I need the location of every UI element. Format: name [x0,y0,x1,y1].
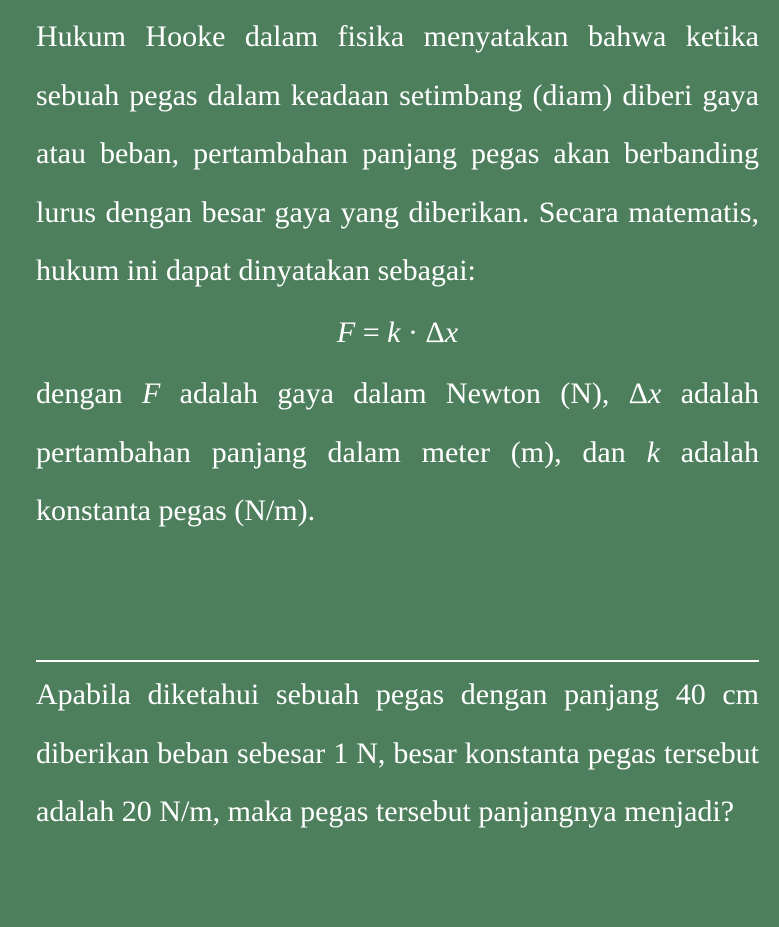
intro-paragraph: Hukum Hooke dalam fisika menyatakan bahwa ketika sebuah pegas dalam keadaan setimbang (diam) diberi gaya atau beban, pertambahan panjang pegas akan berbanding lurus dengan besar gaya yang diberikan. Secara matematis, hukum ini dapat dinyatakan sebagai: [36,20,759,288]
section-divider [36,660,759,662]
document-body [36,0,759,541]
definition-var-x: x [648,376,662,410]
definition-paragraph [36,365,759,541]
definition-part-1: adalah gaya dalam Newton (N), [160,376,629,410]
formula-delta: Δ [425,315,445,349]
definition-prefix: dengan [36,376,142,410]
definition-part-3: adalah konstanta pegas (N/m). [36,435,759,528]
formula-displacement: x [444,315,459,349]
definition-var-k: k [646,435,660,469]
definition-delta: Δ [628,376,649,410]
formula-force: F [336,315,356,349]
formula-equals: = [355,315,388,349]
definition-var-f: F [141,376,161,410]
question-paragraph: Apabila diketahui sebuah pegas dengan panjang 40 cm diberikan beban sebesar 1 N, besar konstanta pegas tersebut adalah 20 N/m, maka pegas tersebut panjangnya menjadi? [36,678,759,829]
definition-part-2: adalah pertambahan panjang dalam meter (m), dan [36,376,760,469]
formula-constant: k [387,315,401,349]
hooke-formula [36,313,759,353]
formula-dot: · [400,315,426,349]
